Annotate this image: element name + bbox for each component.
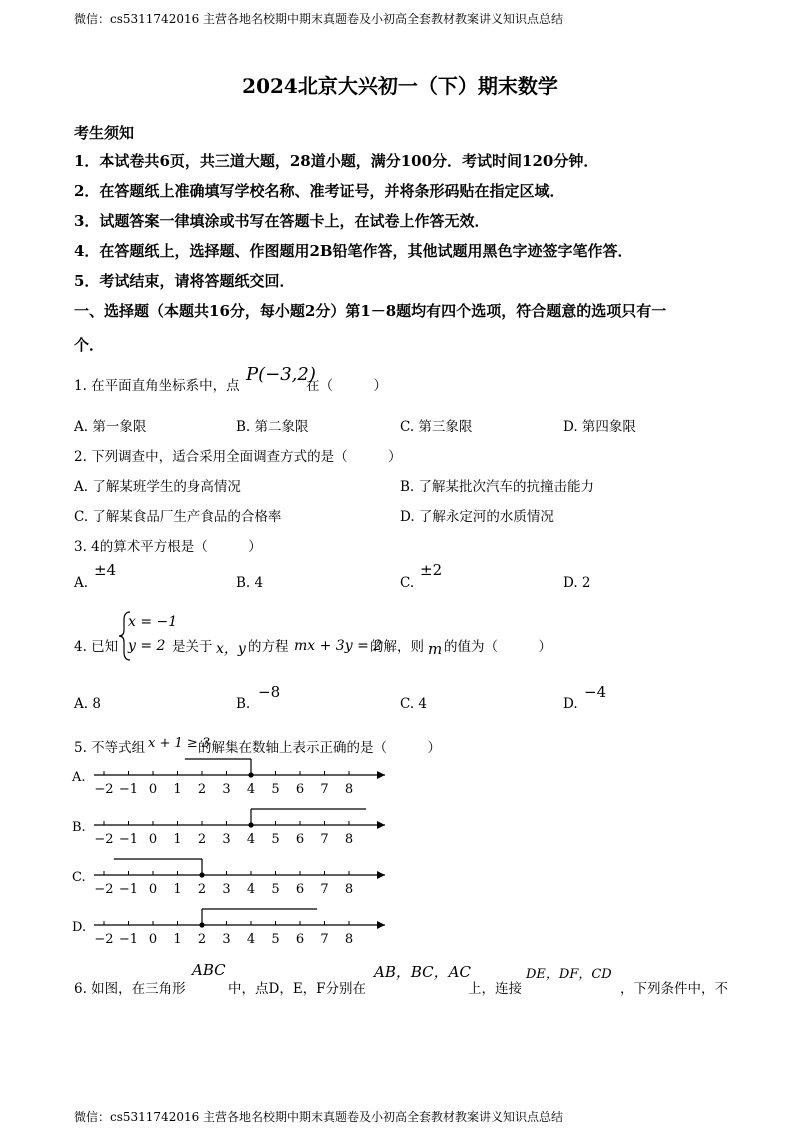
q3-option-b: B. 4 [236,575,264,591]
number-line-tick-label: 8 [344,832,354,847]
q4-option-a: A. 8 [74,696,101,712]
q2-stem: 2. 下列调查中，适合采用全面调查方式的是（ ） [74,449,402,465]
q4-mid3: 的解，则 [370,639,424,655]
section-heading: 一、选择题（本题共16分，每小题2分）第1－8题均有四个选项，符合题意的选项只有一 [74,302,667,320]
q4-option-b: B. [236,696,251,712]
q1-prefix: 1. 在平面直角坐标系中，点 [74,378,240,394]
number-line-tick-label: 7 [320,782,329,797]
notice-item: 4．在答题纸上，选择题、作图题用2B铅笔作答，其他试题用黑色字迹签字笔作答． [74,242,633,260]
q4-m: m [428,640,443,658]
number-line-tick-label: 1 [173,882,182,897]
page-title: 2024北京大兴初一（下）期末数学 [242,74,558,98]
q4-value-d: −4 [584,683,607,701]
q1-suffix: 在（ ） [306,378,387,394]
q6-mid2: 上，连接 [468,981,522,997]
number-line-tick-label: 8 [344,932,354,947]
q5-suffix: 的解集在数轴上表示正确的是（ ） [198,740,441,756]
number-line-tick-label: 5 [271,782,280,797]
q3-option-a: A. [74,575,89,591]
number-line-arrow [377,821,385,829]
q4-mid1: 是关于 [172,639,213,655]
q3-option-c: C. [400,575,415,591]
q3-option-d: D. 2 [563,575,591,591]
q4-value-b: −8 [258,683,281,701]
number-line-tick-label: 3 [222,782,231,797]
q5-inequality: x + 1 ≥ 3 [148,736,211,751]
number-line-tick-label: 4 [246,782,256,797]
solid-endpoint-dot [248,772,253,777]
solid-endpoint-dot [199,872,204,877]
number-line-tick-label: −1 [118,882,139,897]
q6-suffix: ，下列条件中，不 [620,981,728,997]
solid-endpoint-dot [248,822,253,827]
number-line-tick-label: 6 [295,932,305,947]
q6-mid1: 中，点D，E，F分别在 [228,981,367,997]
notice-heading: 考生须知 [74,124,135,142]
number-line-option-label: B. [72,820,86,835]
number-line-tick-label: 2 [197,832,207,847]
q2-option-c: C. 了解某食品厂生产食品的合格率 [74,509,282,525]
q2-option-d: D. 了解永定河的水质情况 [400,509,554,525]
q3-value-c: ±2 [420,561,443,579]
number-line-tick-label: 7 [320,832,329,847]
q4-eq1: x = −1 [128,614,178,630]
q5-number-lines [60,755,400,955]
q6-segments: DE，DF，CD [526,967,612,982]
q4-eq2: y = 2 [128,638,166,654]
number-line-tick-label: 3 [222,882,231,897]
number-line-arrow [377,921,385,929]
q5-prefix: 5. 不等式组 [74,740,146,756]
section-heading-cont: 个． [74,336,105,354]
solid-endpoint-dot [199,922,204,927]
q4-suffix: 的值为（ ） [444,639,552,655]
number-line-tick-label: 4 [246,932,256,947]
number-line-tick-label: 3 [222,932,231,947]
number-line-tick-label: 4 [246,832,256,847]
number-line-tick-label: 0 [148,832,158,847]
number-line-tick-label: 8 [344,782,354,797]
q1-point: P(−3,2) [246,364,316,385]
q1-option-c: C. 第三象限 [400,419,473,435]
page-header: 微信：cs5311742016 主营各地名校期中期末真题卷及小初高全套教材教案讲义知识点总结 [74,12,564,26]
q4-option-c: C. 4 [400,696,428,712]
number-line-tick-label: 0 [148,882,158,897]
q4-mid2: 的方程 [248,639,289,655]
number-line-tick-label: 5 [271,882,280,897]
number-line-arrow [377,871,385,879]
notice-item: 3．试题答案一律填涂或书写在答题卡上，在试卷上作答无效． [74,212,490,230]
q2-option-a: A. 了解某班学生的身高情况 [74,479,241,495]
number-line-tick-label: 6 [295,882,305,897]
number-line-option-label: A. [72,770,86,785]
page-footer: 微信：cs5311742016 主营各地名校期中期末真题卷及小初高全套教材教案讲义知识点总结 [74,1110,564,1124]
q3-value-a: ±4 [94,561,117,579]
number-line-tick-label: −2 [94,932,114,947]
number-line-tick-label: −1 [118,782,139,797]
number-line-tick-label: 3 [222,832,231,847]
q3-stem: 3. 4的算术平方根是（ ） [74,539,262,555]
q4-prefix: 4. 已知 [74,639,119,655]
number-line-tick-label: 7 [320,882,329,897]
notice-item: 1．本试卷共6页，共三道大题，28道小题，满分100分．考试时间120分钟． [74,152,599,170]
number-line-tick-label: 5 [271,932,280,947]
number-line-arrow [377,771,385,779]
q1-option-a: A. 第一象限 [74,419,147,435]
notice-item: 5．考试结束，请将答题纸交回． [74,272,295,290]
q2-option-b: B. 了解某批次汽车的抗撞击能力 [400,479,595,495]
number-line-tick-label: 8 [344,882,354,897]
number-line-tick-label: 6 [295,832,305,847]
notice-item: 2．在答题纸上准确填写学校名称、准考证号，并将条形码贴在指定区域． [74,182,565,200]
number-line-tick-label: −2 [94,832,114,847]
number-line-tick-label: −1 [118,832,139,847]
q6-prefix: 6. 如图，在三角形 [74,981,186,997]
number-line-option-label: C. [72,870,86,885]
number-line-option-label: D. [72,920,87,935]
q1-option-b: B. 第二象限 [236,419,309,435]
q4-vars: x，y [216,641,246,657]
q4-option-d: D. [563,696,578,712]
q6-sides: AB，BC，AC [374,963,471,981]
q1-option-d: D. 第四象限 [563,419,636,435]
number-line-tick-label: 0 [148,932,158,947]
number-line-tick-label: 0 [148,782,158,797]
number-line-tick-label: −2 [94,882,114,897]
number-line-tick-label: 2 [197,882,207,897]
number-line-tick-label: 5 [271,832,280,847]
number-line-tick-label: 4 [246,882,256,897]
number-line-tick-label: 1 [173,932,182,947]
number-line-tick-label: 1 [173,832,182,847]
number-line-tick-label: 2 [197,782,207,797]
number-line-tick-label: 6 [295,782,305,797]
q4-equation: mx + 3y = 2 [294,638,383,654]
number-line-tick-label: 7 [320,932,329,947]
number-line-tick-label: −1 [118,932,139,947]
q6-triangle: ABC [192,961,226,979]
number-line-tick-label: 2 [197,932,207,947]
number-line-tick-label: 1 [173,782,182,797]
number-line-tick-label: −2 [94,782,114,797]
